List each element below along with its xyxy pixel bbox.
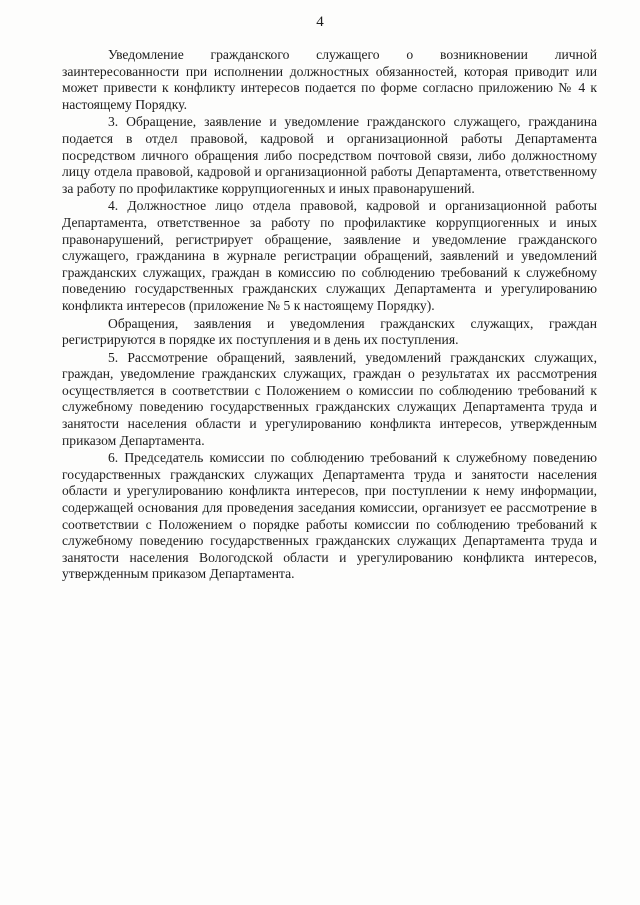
paragraph-5-consideration: 5. Рассмотрение обращений, заявлений, уведомлений гражданских служащих, граждан, уведомление гражданских служащих, граждан о результатах их рассмотрения осуществляется в соответствии с Положением о комиссии по соблюдению требований к служебному поведению государственных гражданских служащих Департамента труда и занятости населения области и урегулированию конфликта интересов, утвержденным приказом Департамента. <box>62 349 597 448</box>
document-body <box>62 47 597 584</box>
page-number: 4 <box>316 14 324 30</box>
paragraph-6-chairman: 6. Председатель комиссии по соблюдению требований к служебному поведению государственных гражданских служащих Департамента труда и занятости населения области и урегулированию конфликта интересов, при поступлении к нему информации, содержащей основания для проведения заседания комиссии, организует ее рассмотрение в соответствии с Положением о порядке работы комиссии по соблюдению требований к служебному поведению государственных гражданских служащих Департамента труда и занятости населения Вологодской области и урегулированию конфликта интересов, утвержденным приказом Департамента. <box>62 450 597 582</box>
paragraph-4-registration: 4. Должностное лицо отдела правовой, кадровой и организационной работы Департамента, ответственное за работу по профилактике коррупциогенных и иных правонарушений, регистрирует обращение, заявление и уведомление гражданского служащего, гражданина в журнале регистрации обращений, заявлений и уведомлений гражданских служащих, граждан в комиссию по соблюдению требований к служебному поведению государственных гражданских служащих Департамента и урегулированию конфликта интересов (приложение № 5 к настоящему Порядку). <box>62 198 597 313</box>
paragraph-3-submission: 3. Обращение, заявление и уведомление гражданского служащего, гражданина подается в отдел правовой, кадровой и организационной работы Департамента посредством личного обращения либо посредством почтовой связи, либо должностному лицу отдела правовой, кадровой и организационной работы Департамента, ответственному за работу по профилактике коррупциогенных и иных правонарушений. <box>62 114 597 196</box>
paragraph-registration-order: Обращения, заявления и уведомления гражданских служащих, граждан регистрируются в порядке их поступления и в день их поступления. <box>62 315 597 348</box>
paragraph-notification-form: Уведомление гражданского служащего о возникновении личной заинтересованности при исполнении должностных обязанностей, которая приводит или может привести к конфликту интересов подается по форме согласно приложению № 4 к настоящему Порядку. <box>62 47 597 112</box>
